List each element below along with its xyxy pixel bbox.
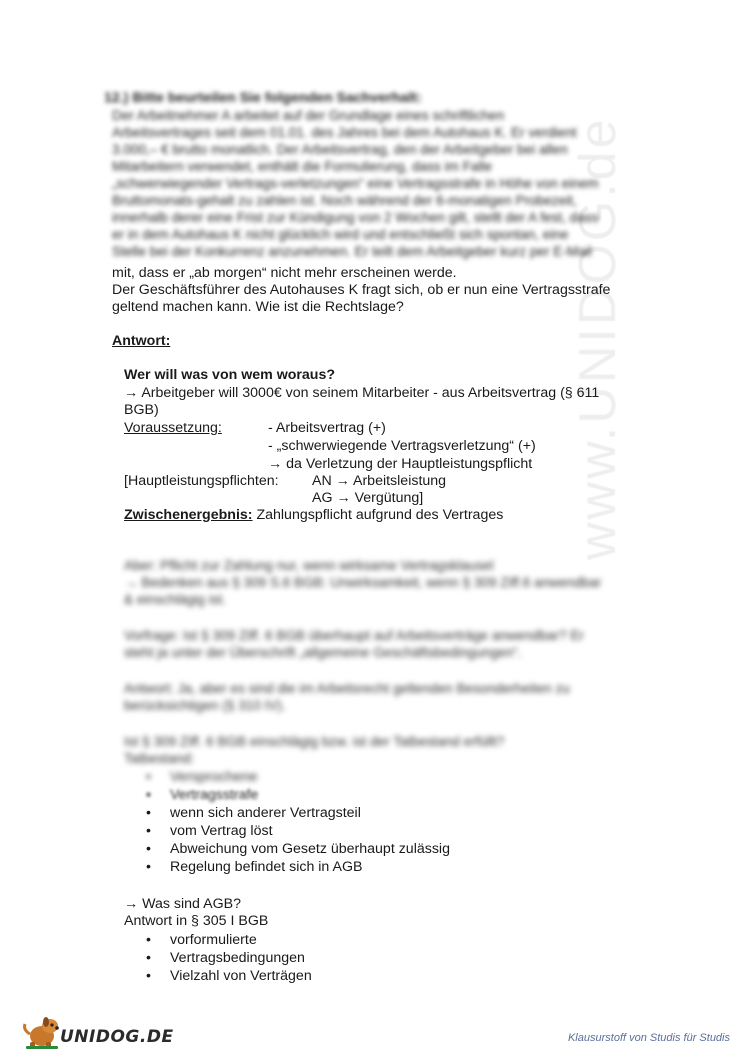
blurred-line: berücksichtigen (§ 310 IV). (124, 698, 286, 713)
list-item: • Vertragsbedingungen (146, 949, 312, 967)
requirement-3: → da Verletzung der Hauptleistungspflicht (268, 456, 533, 472)
voraussetzung-label: Voraussetzung: (124, 420, 222, 436)
tatbestand-list (146, 768, 450, 876)
list-item: • Regelung befindet sich in AGB (146, 858, 450, 876)
blurred-line: steht ja unter der Überschrift „allgemeine Geschäftsbedingungen“. (124, 645, 522, 660)
blurred-line: Antwort: Ja, aber es sind die im Arbeitsrecht geltenden Besonderheiten zu (124, 681, 570, 696)
dog-logo-icon (20, 1016, 64, 1050)
hlp-ag: AG → Vergütung] (312, 490, 424, 506)
list-item: • Vertragsstrafe (146, 786, 450, 804)
question-blurred-text (112, 107, 599, 260)
blurred-line: → Bedenken aus § 309 S.6 BGB: Unwirksamkeit, wenn § 309 Ziff.6 anwendbar (124, 575, 602, 590)
question-line: Stelle bei der Konkurrenz anzunehmen. Er teilt dem Arbeitgeber kurz per E-Mail (112, 244, 592, 259)
agb-question: → Was sind AGB? (124, 896, 241, 912)
claim-line-2: BGB) (124, 402, 159, 418)
footer-tagline: Klausurstoff von Studis für Studis (567, 1032, 730, 1044)
question-line: Der Arbeitnehmer A arbeitet auf der Grundlage eines schriftlichen (112, 108, 505, 123)
hauptleistungspflichten-label: [Hauptleistungspflichten: (124, 473, 279, 489)
question-line: „schwerwiegender Vertrags-verletzungen“ eine Vertragsstrafe in Höhe von einem (112, 176, 599, 191)
question-line-3: geltend machen kann. Wie ist die Rechtslage? (112, 299, 404, 315)
zwischenergebnis-text: Zahlungspflicht aufgrund des Vertrages (252, 507, 504, 523)
question-line-2: Der Geschäftsführer des Autohauses K fragt sich, ob er nun eine Vertragsstrafe (112, 282, 611, 298)
blurred-line: Aber: Pflicht zur Zahlung nur, wenn wirksame Vertragsklausel (124, 558, 494, 573)
answer-heading: Antwort: (112, 333, 171, 349)
list-item: • Abweichung vom Gesetz überhaupt zulässig (146, 840, 450, 858)
list-item: • vom Vertrag löst (146, 822, 450, 840)
requirement-2: - „schwerwiegende Vertragsverletzung“ (+) (268, 438, 536, 454)
agb-answer: Antwort in § 305 I BGB (124, 913, 269, 929)
blurred-line: Tatbestand: (124, 751, 195, 766)
list-item: • Versprochene (146, 768, 450, 786)
question-visible-text (112, 265, 610, 316)
agb-list (146, 931, 312, 985)
logo-text: UNIDOG.DE (60, 1027, 174, 1047)
list-item: • vorformulierte (146, 931, 312, 949)
unidog-logo (20, 1016, 174, 1050)
watermark: www.UNIDOG.de (569, 116, 627, 560)
question-heading: 12.) Bitte beurteilen Sie folgenden Sachverhalt: (104, 90, 422, 106)
claim-line-1: → Arbeitgeber will 3000€ von seinem Mitarbeiter - aus Arbeitsvertrag (§ 611 (124, 385, 600, 401)
blurred-line: Ist § 309 Ziff. 6 BGB einschlägig bzw. ist der Tatbestand erfüllt? (124, 734, 505, 749)
zwischenergebnis (124, 507, 503, 524)
blurred-line: & einschlägig ist. (124, 592, 227, 607)
list-item: • wenn sich anderer Vertragsteil (146, 804, 450, 822)
question-line: innerhalb derer eine Frist zur Kündigung von 2 Wochen gilt, stellt der A fest, dass (112, 210, 599, 225)
requirement-1: - Arbeitsvertrag (+) (268, 420, 386, 436)
hlp-an: AN → Arbeitsleistung (312, 473, 447, 489)
question-line: er in dem Autohaus K nicht glücklich wird und entschließt sich spontan, eine (112, 227, 569, 242)
blurred-section (124, 557, 601, 767)
question-line: 3.000,– € brutto monatlich. Der Arbeitsvertrag, den der Arbeitgeber bei allen (112, 142, 568, 157)
question-line-1: mit, dass er „ab morgen“ nicht mehr erscheinen werde. (112, 265, 457, 281)
question-line: Mitarbeitern verwendet, enthält die Formulierung, dass im Falle (112, 159, 493, 174)
blurred-line: Vorfrage: Ist § 309 Ziff. 6 BGB überhaupt auf Arbeitsverträge anwendbar? Er (124, 628, 584, 643)
answer-subheading: Wer will was von wem woraus? (124, 367, 336, 383)
question-line: Bruttomonats-gehalt zu zahlen ist. Noch während der 6-monatigen Probezeit, (112, 193, 577, 208)
list-item: • Vielzahl von Verträgen (146, 967, 312, 985)
zwischenergebnis-label: Zwischenergebnis: (124, 507, 253, 523)
question-line: Arbeitsvertrages seit dem 01.01. des Jahres bei dem Autohaus K. Er verdient (112, 125, 577, 140)
